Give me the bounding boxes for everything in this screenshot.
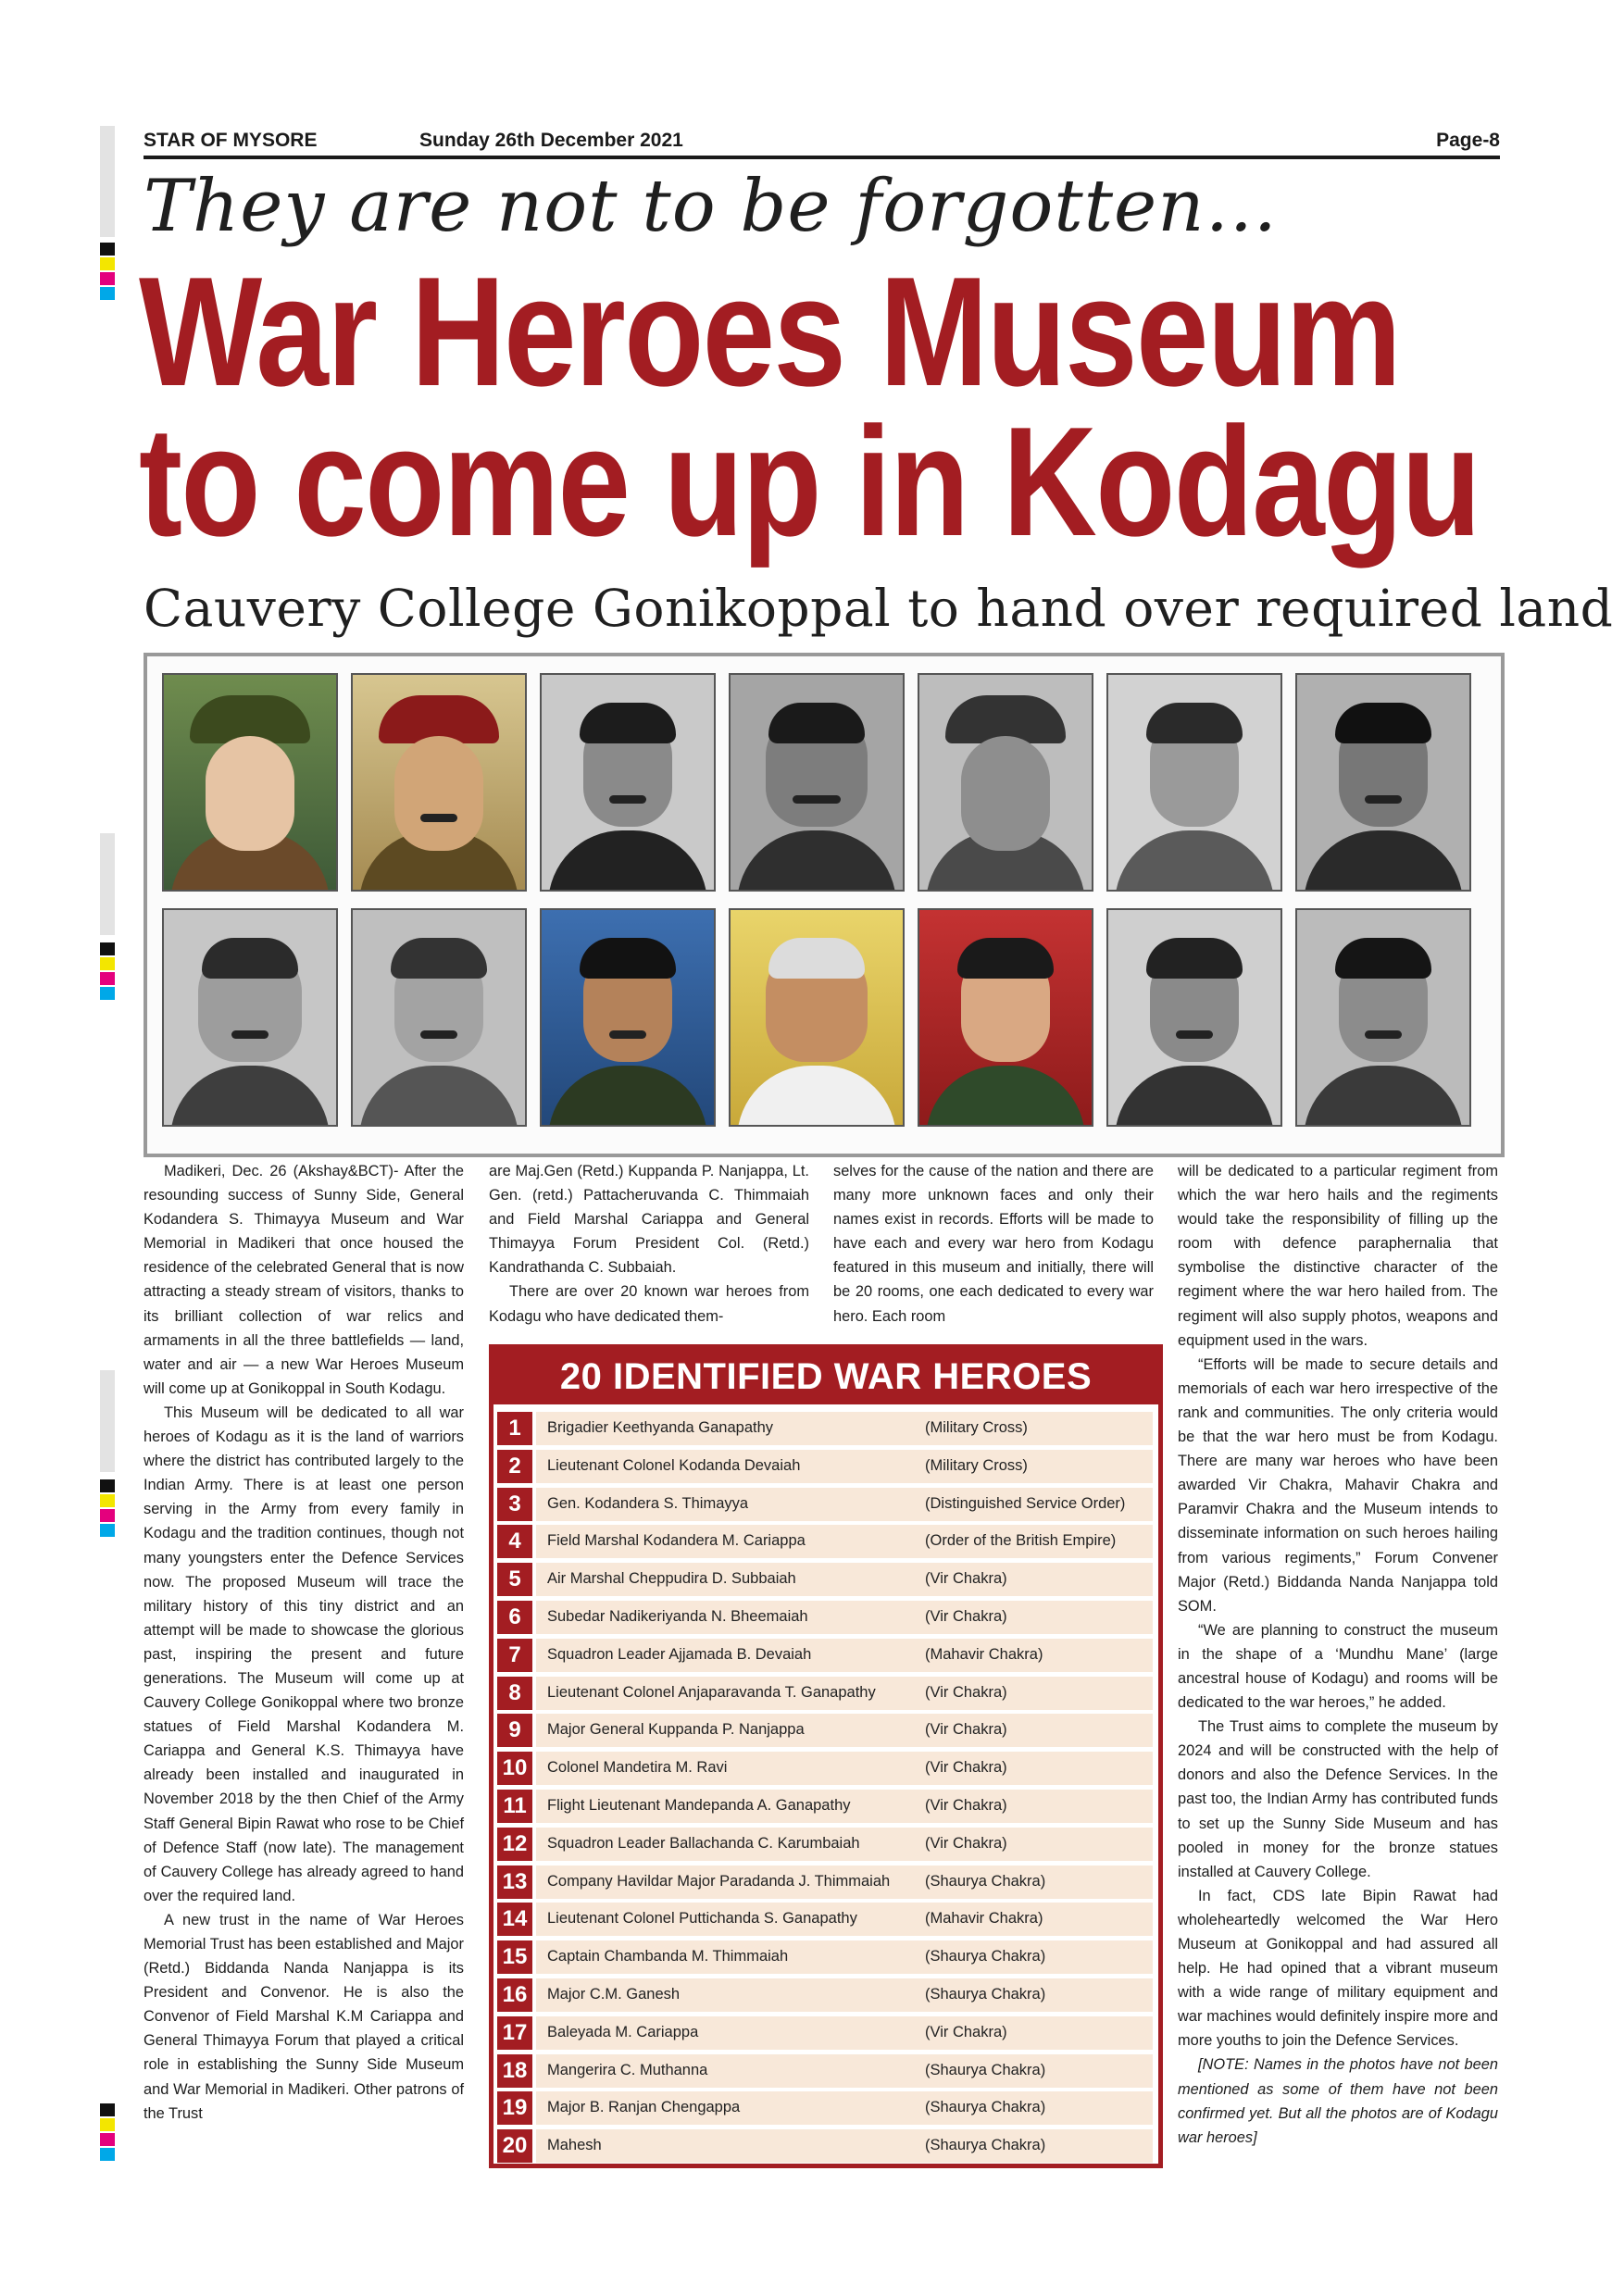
- hero-portrait: [1106, 908, 1282, 1127]
- hero-rank-number: 4: [497, 1525, 532, 1558]
- page-number: Page-8: [1436, 130, 1500, 151]
- hero-portrait: [729, 908, 905, 1127]
- hero-portrait: [162, 908, 338, 1127]
- hero-award: (Shaurya Chakra): [925, 2137, 1046, 2154]
- editor-note: [NOTE: Names in the photos have not been mentioned as some of them have not been confirmed yet. But all the photos are of Kodagu war heroes]: [1178, 2056, 1498, 2146]
- hero-rank-number: 18: [497, 2054, 532, 2088]
- article-paragraph: “Efforts will be made to secure details and memorials of each war hero irrespective of the rank and communities. The only criteria would be that the war hero must be from Kodagu. There are many war heroes who have been awarded Vir Chakra, Mahavir Chakra and Paramvir Chakra and the Museum intends to disseminate information on such heroes hailing from various regiments,” Forum Convener Major (Retd.) Biddanda Nanda Nanjappa told SOM.: [1178, 1355, 1498, 1615]
- hero-rank-number: 17: [497, 2016, 532, 2050]
- hero-award: (Shaurya Chakra): [925, 2061, 1046, 2078]
- color-swatch-cyan: [100, 287, 115, 300]
- article-paragraph: The Trust aims to complete the museum by 2024 and will be constructed with the help of donors and also the Defence Services. In the past too, the Indian Army has contributed funds to set up the Sunny Side Museum and has pooled in money for the bronze statues installed at Cauvery College.: [1178, 1718, 1498, 1880]
- hero-portrait: [162, 673, 338, 892]
- color-swatch-yellow: [100, 1494, 115, 1507]
- hero-rank-number: 6: [497, 1601, 532, 1634]
- hero-name: Subedar Nadikeriyanda N. Bheemaiah: [547, 1608, 808, 1625]
- hero-row: [493, 1637, 1158, 1674]
- article-column-4: [1178, 1159, 1498, 2150]
- hero-award: (Shaurya Chakra): [925, 1948, 1046, 1965]
- hero-rank-number: 19: [497, 2091, 532, 2125]
- hero-award: (Distinguished Service Order): [925, 1494, 1126, 1512]
- headline-line-1: War Heroes Museum: [139, 244, 1401, 418]
- article-paragraph: Madikeri, Dec. 26 (Akshay&BCT)- After the resounding success of Sunny Side, General Kodandera S. Thimayya Museum and War Memorial in Madikeri that once housed the residence of the celebrated General that is now attracting a steady stream of visitors, thanks to its brilliant collection of war relics and armaments in all the three battlefields — land, water and air — a new War Heroes Museum will come up at Gonikoppal in South Kodagu.: [144, 1163, 464, 1397]
- hero-name: Squadron Leader Ballachanda C. Karumbaiah: [547, 1834, 860, 1852]
- hero-rank-number: 16: [497, 1978, 532, 2012]
- war-heroes-box: [489, 1344, 1163, 2168]
- article-paragraph: In fact, CDS late Bipin Rawat had wholeheartedly welcomed the War Hero Museum at Gonikoppal and had assured all help. He had opined that a vibrant museum with a wide range of military equipment and war machines would definitely inspire more and more youths to join the Defence Services.: [1178, 1887, 1498, 2050]
- hero-portrait: [1295, 908, 1471, 1127]
- hero-portrait: [1106, 673, 1282, 892]
- color-swatch-black: [100, 2103, 115, 2116]
- hero-row: [493, 1750, 1158, 1787]
- hero-row: [493, 1826, 1158, 1863]
- subheadline: Cauvery College Gonikoppal to hand over required land: [144, 579, 1614, 638]
- hero-name: Colonel Mandetira M. Ravi: [547, 1759, 728, 1777]
- hero-name: Baleyada M. Cariappa: [547, 2023, 699, 2040]
- hero-rank-number: 12: [497, 1828, 532, 1861]
- war-heroes-box-title: 20 IDENTIFIED WAR HEROES: [493, 1349, 1158, 1404]
- hero-rank-number: 13: [497, 1866, 532, 1899]
- hero-row: [493, 1977, 1158, 2014]
- hero-rank-number: 11: [497, 1790, 532, 1823]
- article-column-2: [489, 1159, 809, 1329]
- article-column-3: [833, 1159, 1154, 1329]
- hero-award: (Order of the British Empire): [925, 1532, 1117, 1550]
- hero-row: [493, 2053, 1158, 2090]
- color-swatch-cyan: [100, 1524, 115, 1537]
- hero-row: [493, 1788, 1158, 1825]
- hero-award: (Military Cross): [925, 1456, 1028, 1474]
- registration-bar: [100, 126, 115, 237]
- hero-row: [493, 1939, 1158, 1976]
- color-swatch-magenta: [100, 2133, 115, 2146]
- color-swatch-yellow: [100, 257, 115, 270]
- color-swatch-black: [100, 942, 115, 955]
- hero-rank-number: 5: [497, 1563, 532, 1596]
- article-paragraph: This Museum will be dedicated to all war heroes of Kodagu as it is the land of warriors where the district has contributed largely to the Indian Army. There is at least one person serving in the Army from every family in Kodagu and the tradition continues, though not many youngsters enter the Defence Services now. The proposed Museum will trace the military history of this tiny district and an attempt will be made to showcase the glorious past, inspiring the present and future generations. The Museum will come up at Cauvery College Gonikoppal where two bronze statues of Field Marshal Kodandera M. Cariappa and General K.S. Thimayya have already been installed and inaugurated in November 2018 by the then Chief of the Army Staff General Bipin Rawat who rose to be Chief of Defence Staff (now late). The management of Cauvery College has already agreed to hand over the required land.: [144, 1404, 464, 1904]
- issue-date: Sunday 26th December 2021: [419, 130, 683, 151]
- hero-rank-number: 15: [497, 1940, 532, 1974]
- hero-portrait: [351, 908, 527, 1127]
- hero-award: (Vir Chakra): [925, 1721, 1007, 1739]
- hero-name: Major C.M. Ganesh: [547, 1986, 681, 2003]
- hero-row: [493, 1486, 1158, 1523]
- hero-award: (Vir Chakra): [925, 1759, 1007, 1777]
- hero-rank-number: 10: [497, 1752, 532, 1785]
- hero-row-background: [536, 2129, 1153, 2163]
- hero-name: Lieutenant Colonel Puttichanda S. Ganapathy: [547, 1910, 857, 1928]
- hero-name: Mangerira C. Muthanna: [547, 2061, 708, 2078]
- hero-portrait: [1295, 673, 1471, 892]
- hero-award: (Mahavir Chakra): [925, 1910, 1043, 1928]
- hero-row: [493, 1901, 1158, 1938]
- hero-row: [493, 1523, 1158, 1560]
- hero-rank-number: 2: [497, 1450, 532, 1483]
- hero-name: Captain Chambanda M. Thimmaiah: [547, 1948, 789, 1965]
- article-paragraph: will be dedicated to a particular regiment from which the war hero hails and the regiments would take the responsibility of filling up the room with defence paraphernalia that symbolise the distinctive character of the regiment where the war hero hailed from. The regiment will also supply photos, weapons and equipment used in the wars.: [1178, 1163, 1498, 1349]
- hero-award: (Vir Chakra): [925, 1683, 1007, 1701]
- hero-row: [493, 1712, 1158, 1749]
- hero-award: (Vir Chakra): [925, 1834, 1007, 1852]
- headline-line-2: to come up in Kodagu: [139, 394, 1480, 568]
- hero-award: (Shaurya Chakra): [925, 1872, 1046, 1890]
- hero-award: (Vir Chakra): [925, 1797, 1007, 1814]
- article-paragraph: selves for the cause of the nation and there are many more unknown faces and only their names exist in records. Efforts will be made to have each and every war hero from Kodagu featured in this museum and initially, there will be 20 rooms, one each dedicated to every war hero. Each room: [833, 1163, 1154, 1325]
- hero-rank-number: 3: [497, 1488, 532, 1521]
- hero-award: (Shaurya Chakra): [925, 1986, 1046, 2003]
- hero-name: Flight Lieutenant Mandepanda A. Ganapathy: [547, 1797, 851, 1814]
- color-swatch-magenta: [100, 972, 115, 985]
- article-paragraph: are Maj.Gen (Retd.) Kuppanda P. Nanjappa, Lt. Gen. (retd.) Pattacheruvanda C. Thimmaiah and Field Marshal Cariappa and General Thimayya Forum President Col. (Retd.) Kandrathanda C. Subbaiah.: [489, 1163, 809, 1277]
- hero-portrait: [918, 908, 1093, 1127]
- hero-photo-grid: [144, 653, 1505, 1157]
- hero-row: [493, 1410, 1158, 1447]
- hero-name: Field Marshal Kodandera M. Cariappa: [547, 1532, 806, 1550]
- hero-portrait: [540, 908, 716, 1127]
- hero-portrait: [540, 673, 716, 892]
- hero-name: Mahesh: [547, 2137, 602, 2154]
- hero-rank-number: 7: [497, 1639, 532, 1672]
- hero-award: (Military Cross): [925, 1419, 1028, 1436]
- hero-row: [493, 2128, 1158, 2165]
- kicker: They are not to be forgotten…: [144, 165, 1279, 248]
- color-swatch-cyan: [100, 987, 115, 1000]
- hero-name: Major General Kuppanda P. Nanjappa: [547, 1721, 805, 1739]
- hero-name: Company Havildar Major Paradanda J. Thimmaiah: [547, 1872, 891, 1890]
- registration-bar: [100, 833, 115, 935]
- color-swatch-black: [100, 1479, 115, 1492]
- article-column-1: [144, 1159, 464, 2126]
- hero-name: Major B. Ranjan Chengappa: [547, 2099, 741, 2116]
- hero-rank-number: 1: [497, 1412, 532, 1445]
- hero-award: (Mahavir Chakra): [925, 1645, 1043, 1663]
- hero-award: (Shaurya Chakra): [925, 2099, 1046, 2116]
- color-swatch-magenta: [100, 272, 115, 285]
- hero-portrait: [351, 673, 527, 892]
- hero-name: Brigadier Keethyanda Ganapathy: [547, 1419, 774, 1436]
- hero-portrait: [729, 673, 905, 892]
- hero-portrait: [918, 673, 1093, 892]
- hero-row: [493, 1675, 1158, 1712]
- hero-name: Lieutenant Colonel Anjaparavanda T. Ganapathy: [547, 1683, 876, 1701]
- registration-bar: [100, 1370, 115, 1472]
- color-swatch-cyan: [100, 2148, 115, 2161]
- hero-row: [493, 2015, 1158, 2052]
- hero-row: [493, 1448, 1158, 1485]
- article-paragraph: “We are planning to construct the museum in the shape of a ‘Mundhu Mane’ (large ancestral house of Kodagu) and rooms will be dedicated to the war heroes,” he added.: [1178, 1621, 1498, 1712]
- hero-rank-number: 20: [497, 2129, 532, 2163]
- article-paragraph: There are over 20 known war heroes from Kodagu who have dedicated them-: [489, 1283, 809, 1325]
- color-swatch-yellow: [100, 957, 115, 970]
- hero-row: [493, 1864, 1158, 1901]
- hero-award: (Vir Chakra): [925, 1570, 1007, 1588]
- hero-name: Gen. Kodandera S. Thimayya: [547, 1494, 749, 1512]
- hero-award: (Vir Chakra): [925, 1608, 1007, 1625]
- color-swatch-magenta: [100, 1509, 115, 1522]
- hero-name: Lieutenant Colonel Kodanda Devaiah: [547, 1456, 801, 1474]
- hero-row: [493, 2090, 1158, 2127]
- color-swatch-black: [100, 243, 115, 256]
- paper-name: STAR OF MYSORE: [144, 130, 318, 151]
- hero-rank-number: 14: [497, 1903, 532, 1936]
- hero-name: Squadron Leader Ajjamada B. Devaiah: [547, 1645, 812, 1663]
- hero-rank-number: 8: [497, 1677, 532, 1710]
- color-swatch-yellow: [100, 2118, 115, 2131]
- hero-rank-number: 9: [497, 1714, 532, 1747]
- hero-row: [493, 1561, 1158, 1598]
- hero-name: Air Marshal Cheppudira D. Subbaiah: [547, 1570, 796, 1588]
- masthead: [144, 126, 1500, 159]
- hero-row: [493, 1599, 1158, 1636]
- hero-award: (Vir Chakra): [925, 2023, 1007, 2040]
- article-paragraph: A new trust in the name of War Heroes Memorial Trust has been established and Major (Retd.) Biddanda Nanda Nanjappa is its President and Convenor. He is also the Convenor of Field Marshal K.M Cariappa and General Thimayya Forum that played a critical role in establishing the Sunny Side Museum and War Memorial in Madikeri. Other patrons of the Trust: [144, 1911, 464, 2122]
